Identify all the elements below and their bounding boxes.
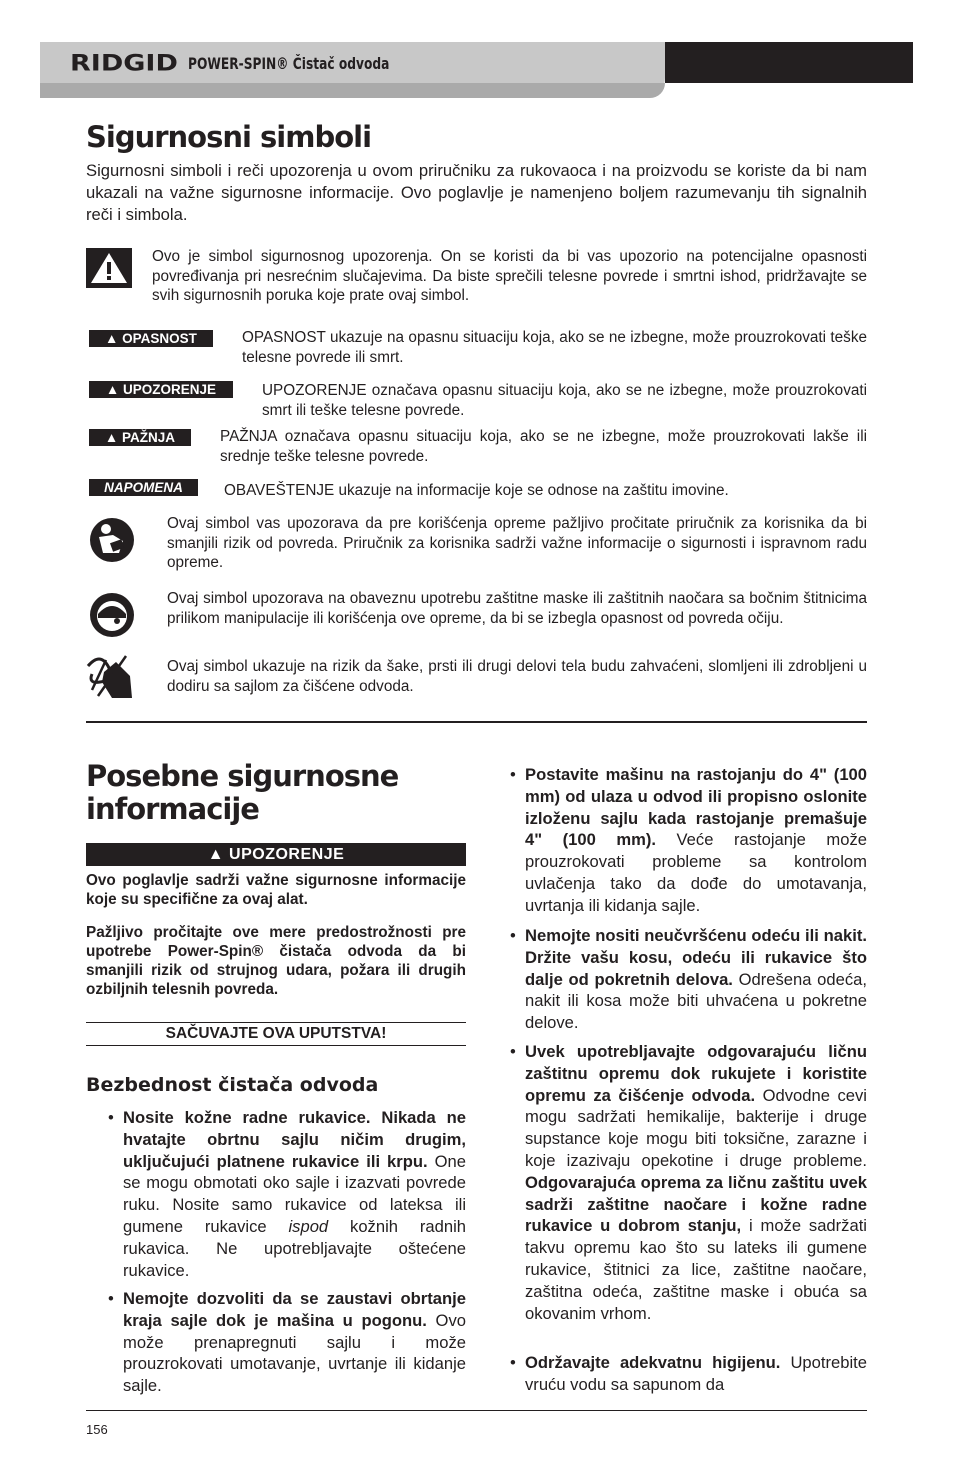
intro-paragraph: Sigurnosni simboli i reči upozorenja u ovom priručniku za rukovaoca i na proizvodu se koriste da bi nam ukazali na važne sigurnosne informacije. Ovo poglavlje je namenjeno boljem razumevanju tih signalnih reči i simbola. — [86, 161, 867, 224]
badge-warning: ▲ UPOZORENJE — [89, 381, 233, 398]
badge-notice: NAPOMENA — [89, 479, 198, 496]
section-title-line2: informacije — [86, 792, 259, 826]
header-stripe — [40, 83, 665, 98]
warning-paragraph-2: Pažljivo pročitajte ove mere predostrožnosti pre upotrebe Power-Spin® čistača odvoda da bi smanjili rizik od strujnog udara, požara ili drugih ozbiljnih telesnih povreda. — [86, 924, 466, 998]
subheading-drain-cleaner-safety: Bezbednost čistača odvoda — [86, 1074, 379, 1096]
read-manual-icon — [89, 517, 135, 563]
entanglement-hazard-description: Ovaj simbol ukazuje na rizik da šake, prsti ili drugi delovi tela budu zahvaćeni, slomljeni ili zdrobljeni u dodiru sa sajlom za čišćene odvoda. — [167, 658, 867, 695]
badge-caution: ▲ PAŽNJA — [89, 429, 191, 446]
bullet-hygiene: • Održavajte adekvatnu higijenu. Upotrebite vruću vodu sa sapunom da — [510, 1353, 867, 1394]
safety-alert-description: Ovo je simbol sigurnosnog upozorenja. On se koristi da bi vas upozorio na potencijalne opasnosti povređivanja pri nesrećnim slučajevima. Da biste sprečili telesne povrede i smrtni ishod, pridržavajte se svih sigurnosnih poruka koje prate ovaj simbol. — [152, 248, 867, 304]
bullet-machine-distance: • Postavite mašinu na rastojanju do 4" (100 mm) od ulaza u odvod ili propisno oslonite izloženu sajlu kada rastojanje premašuje 4" (100 mm). Veće rastojanje može prouzrokovati probleme sa kontrolom uvlačenja tako da dođe do umotavanja, uvrtanja ili kidanja sajle. — [510, 765, 867, 915]
header-title: POWER-SPIN® Čistač odvoda — [188, 54, 390, 73]
entanglement-hazard-icon — [86, 652, 138, 700]
ridgid-logo: RIDGID — [70, 50, 178, 77]
eye-protection-icon — [89, 592, 135, 638]
section-title-safety-symbols: Sigurnosni simboli — [86, 120, 372, 154]
eye-protection-description: Ovaj simbol upozorava na obaveznu upotrebu zaštitne maske ili zaštitnih naočara sa bočnim štitnicima prilikom manipulacije ili korišćenja ove opreme, da bi se izbegla opasnost od povreda očiju. — [167, 590, 867, 627]
warning-description: UPOZORENJE označava opasnu situaciju koja, ako se ne izbegne, može prouzrokovati smrt ili teške telesne povrede. — [262, 382, 867, 419]
notice-description: OBAVEŠTENJE ukazuje na informacije koje se odnose na zaštitu imovine. — [224, 482, 729, 499]
read-manual-description: Ovaj simbol vas upozorava da pre korišćenja opreme pažljivo pročitate priručnik za korisnika da bi smanjili rizik od povreda. Priručnik za korisnika sadrži važne informacije o sigurnosti i ispravnom radu opreme. — [167, 515, 867, 571]
caution-description: PAŽNJA označava opasnu situaciju koja, ako se ne izbegne, može prouzrokovati lakše ili srednje teške telesne povrede. — [220, 428, 867, 465]
section-divider — [86, 721, 867, 723]
badge-danger: ▲ OPASNOST — [89, 330, 213, 347]
bullet-loose-clothing: • Nemojte nositi neučvršćenu odeću ili nakit. Držite vašu kosu, odeću ili rukavice što dalje od pokretnih delova. Odrešena odeća, nakit ili kosa može biti uhvaćena u pokretne delove. — [510, 926, 867, 1033]
footer-rule — [86, 1410, 867, 1411]
save-instructions-box: SAČUVAJTE OVA UPUTSTVA! — [86, 1022, 466, 1046]
bullet-protective-equipment: • Uvek upotrebljavajte odgovarajuću ličnu zaštitnu opremu dok rukujete i koristite opremu za čišćenje odvoda. Odvodne cevi mogu sadržati hemikalije, bakterije i druge supstance koje mogu biti toksične, zarazne i koje izazivaju opekotine i druge probleme. Odgovarajuća oprema za ličnu zaštitu uvek sadrži zaštitne naočare i kožne radne rukavice u dobrom stanju, i može sadržati takvu opremu kao što su lateks ili gumene rukavice, štitnici za lice, zaštitne naočare, zaštitna odeća, zaštitne maske i obuća sa okovanim vrhom. — [510, 1042, 867, 1323]
warning-banner: ▲ UPOZORENJE — [86, 843, 466, 866]
bullet-leather-gloves: • Nosite kožne radne rukavice. Nikada ne hvatajte obrtnu sajlu ničim drugim, uključujući platnene rukavice ili krpu. One se mogu obmotati oko sajle i izazvati povrede ruku. Nosite samo rukavice od lateksa ili gumene rukavice ispod kožnih radnih rukavica. Ne upotrebljavajte oštećene rukavice. — [108, 1108, 466, 1280]
safety-alert-icon — [86, 248, 132, 288]
header-black-block — [665, 42, 913, 83]
danger-description: OPASNOST ukazuje na opasnu situaciju koja, ako se ne izbegne, može prouzrokovati teške telesne povrede ili smrt. — [242, 329, 867, 366]
section-title-line1: Posebne sigurnosne — [86, 759, 399, 793]
warning-paragraph-1: Ovo poglavlje sadrži važne sigurnosne informacije koje su specifične za ovaj alat. — [86, 872, 466, 908]
bullet-cable-end: • Nemojte dozvoliti da se zaustavi obrtanje kraja sajle dok je mašina u pogonu. Ovo može prenapregnuti sajlu i može prouzrokovati umotavanje, uvrtanje ili kidanje sajle. — [108, 1289, 466, 1396]
section-title-specific-safety — [86, 760, 466, 826]
page-number: 156 — [86, 1422, 108, 1437]
